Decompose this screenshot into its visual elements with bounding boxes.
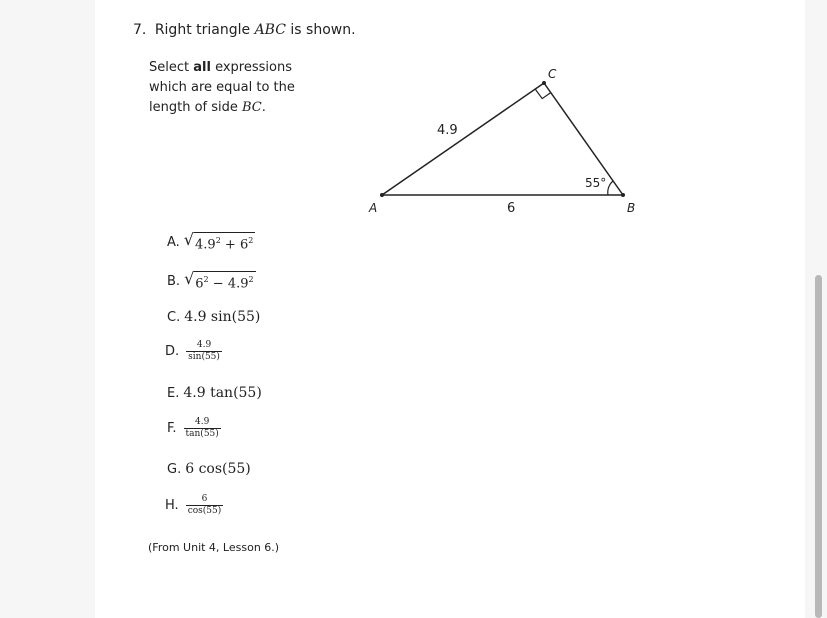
document-page: [95, 0, 805, 618]
option-h-numerator: 6: [201, 494, 208, 504]
label-ab-length: 6: [507, 201, 516, 216]
option-e-expression: 4.9 tan(55): [183, 385, 262, 401]
instruction-bold: all: [193, 60, 211, 75]
option-c-expression: 4.9 sin(55): [184, 309, 261, 325]
side-cb: [544, 83, 623, 195]
label-ac-length: 4.9: [437, 123, 458, 138]
option-b-exp2: 2: [248, 275, 254, 284]
option-h-denominator: cos(55): [187, 506, 222, 516]
scrollbar-thumb[interactable]: [815, 275, 822, 618]
option-f-denominator: tan(55): [185, 429, 219, 439]
option-b[interactable]: [167, 271, 256, 291]
option-f[interactable]: [167, 417, 221, 440]
triangle-figure: [95, 0, 805, 230]
option-d-letter: D.: [165, 344, 180, 359]
point-c: [542, 81, 546, 85]
option-a-exp2: 2: [248, 236, 254, 245]
source-note: (From Unit 4, Lesson 6.): [148, 541, 280, 554]
label-a: A: [369, 201, 378, 215]
option-a-op: +: [224, 237, 236, 253]
question-text-before: Right triangle: [154, 22, 251, 38]
point-a: [380, 193, 384, 197]
label-angle-b: 55°: [585, 176, 607, 190]
option-b-letter: B.: [167, 273, 181, 289]
question-number: 7.: [133, 22, 147, 38]
option-a-letter: A.: [167, 234, 180, 250]
option-g-expression: 6 cos(55): [185, 461, 251, 477]
instruction-mid: expressions which are equal to the length of side: [149, 60, 295, 115]
option-b-base1: 6: [195, 276, 204, 292]
option-h[interactable]: [165, 494, 223, 517]
option-b-expression: √ $6^2 - 4.9^2$: [184, 269, 254, 292]
instruction-end: .: [261, 100, 266, 115]
side-name: BC: [242, 100, 262, 115]
option-e-letter: E.: [167, 385, 180, 401]
option-f-numerator: 4.9: [195, 417, 210, 427]
point-b: [621, 193, 625, 197]
angle-b-arc: [608, 181, 613, 195]
option-h-fraction: [186, 494, 224, 517]
option-f-fraction: [184, 417, 221, 440]
option-a-base1: 4.9: [195, 237, 216, 253]
label-b: B: [627, 201, 636, 215]
option-e[interactable]: [167, 385, 262, 401]
option-c-letter: C.: [167, 309, 181, 325]
option-a-base2: 6: [239, 237, 249, 253]
option-g[interactable]: [167, 461, 251, 477]
option-d[interactable]: [165, 340, 222, 363]
option-b-base2: 4.9: [227, 276, 249, 292]
option-a-expression: √ $4.9^2 + 6^2$: [183, 230, 254, 253]
option-a[interactable]: [167, 232, 255, 252]
option-g-letter: G.: [167, 461, 182, 477]
side-ac: [382, 83, 544, 195]
label-c: C: [548, 67, 557, 81]
question-text-after: is shown.: [290, 22, 356, 38]
left-gutter: [0, 0, 95, 618]
option-h-letter: H.: [165, 498, 179, 513]
triangle-name: ABC: [254, 22, 286, 38]
option-f-letter: F.: [167, 421, 177, 436]
option-d-fraction: [186, 340, 222, 363]
option-b-exp1: 2: [203, 275, 209, 284]
option-b-op: −: [212, 276, 224, 292]
option-d-numerator: 4.9: [196, 340, 212, 350]
instruction-pre: Select: [149, 60, 190, 75]
option-a-exp1: 2: [215, 236, 221, 245]
option-c[interactable]: [167, 309, 260, 325]
option-d-denominator: sin(55): [188, 352, 220, 362]
